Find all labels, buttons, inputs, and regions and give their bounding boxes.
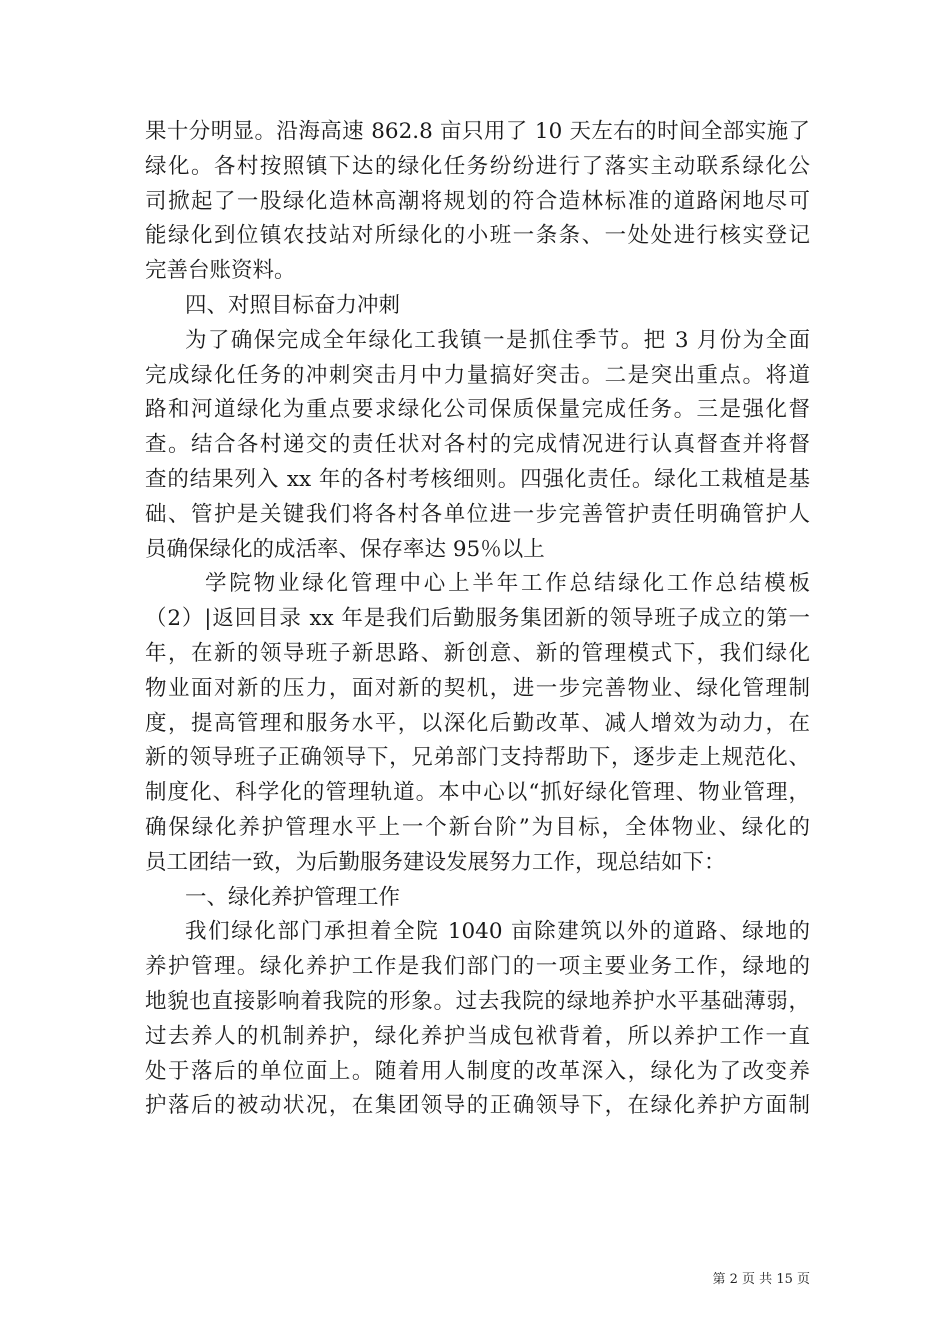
text-line: 养护管理。绿化养护工作是我们部门的一项主要业务工作，绿地的 (145, 954, 810, 980)
text-line: 地貌也直接影响着我院的形象。过去我院的绿地养护水平基础薄弱， (145, 988, 810, 1014)
document-body (145, 115, 810, 1124)
text-line: 处于落后的单位面上。随着用人制度的改革深入，绿化为了改变养 (145, 1058, 810, 1084)
section-title: 学院物业绿化管理中心上半年工作总结绿化工作总结模板 (205, 571, 810, 597)
text-line: 度，提高管理和服务水平，以深化后勤改革、减人增效为动力，在 (145, 710, 810, 736)
text-line: 年，在新的领导班子新思路、新创意、新的管理模式下，我们绿化 (145, 640, 810, 666)
text-line: 完成绿化任务的冲刺突击月中力量搞好突击。二是突出重点。将道 (145, 362, 810, 388)
text-line: 确保绿化养护管理水平上一个新台阶”为目标，全体物业、绿化的 (145, 814, 810, 840)
text-line: 能绿化到位镇农技站对所绿化的小班一条条、一处处进行核实登记 (145, 223, 810, 249)
section-heading: 四、对照目标奋力冲刺 (185, 292, 401, 318)
text-line: 过去养人的机制养护，绿化养护当成包袱背着，所以养护工作一直 (145, 1023, 810, 1049)
text-line: 础、管护是关键我们将各村各单位进一步完善管护责任明确管护人 (145, 501, 810, 527)
text-line: 司掀起了一股绿化造林高潮将规划的符合造林标准的道路闲地尽可 (145, 188, 810, 214)
text-line: 新的领导班子正确领导下，兄弟部门支持帮助下，逐步走上规范化、 (145, 745, 810, 771)
text-line: 查。结合各村递交的责任状对各村的完成情况进行认真督查并将督 (145, 432, 810, 458)
text-line: 为了确保完成全年绿化工我镇一是抓住季节。把 3 月份为全面 (185, 327, 810, 353)
text-line: 员工团结一致，为后勤服务建设发展努力工作，现总结如下： (145, 849, 726, 875)
text-line: 查的结果列入 xx 年的各村考核细则。四强化责任。绿化工栽植是基 (145, 466, 810, 492)
text-line: 果十分明显。沿海高速 862.8 亩只用了 10 天左右的时间全部实施了 (145, 119, 810, 144)
page-number-footer: 第 2 页 共 15 页 (712, 1272, 810, 1287)
text-line: 我们绿化部门承担着全院 1040 亩除建筑以外的道路、绿地的 (185, 919, 810, 945)
text-line: （2）|返回目录 xx 年是我们后勤服务集团新的领导班子成立的第一 (145, 606, 810, 632)
text-line: 员确保绿化的成活率、保存率达 95％以上 (145, 536, 545, 562)
text-line: 绿化。各村按照镇下达的绿化任务纷纷进行了落实主动联系绿化公 (145, 153, 810, 179)
text-line: 制度化、科学化的管理轨道。本中心以“抓好绿化管理、物业管理， (145, 780, 810, 806)
text-line: 物业面对新的压力，面对新的契机，进一步完善物业、绿化管理制 (145, 675, 810, 701)
text-line: 完善台账资料。 (145, 258, 296, 284)
text-line: 护落后的被动状况，在集团领导的正确领导下，在绿化养护方面制 (145, 1093, 810, 1119)
text-line: 路和河道绿化为重点要求绿化公司保质保量完成任务。三是强化督 (145, 397, 810, 423)
section-heading: 一、绿化养护管理工作 (185, 884, 401, 910)
